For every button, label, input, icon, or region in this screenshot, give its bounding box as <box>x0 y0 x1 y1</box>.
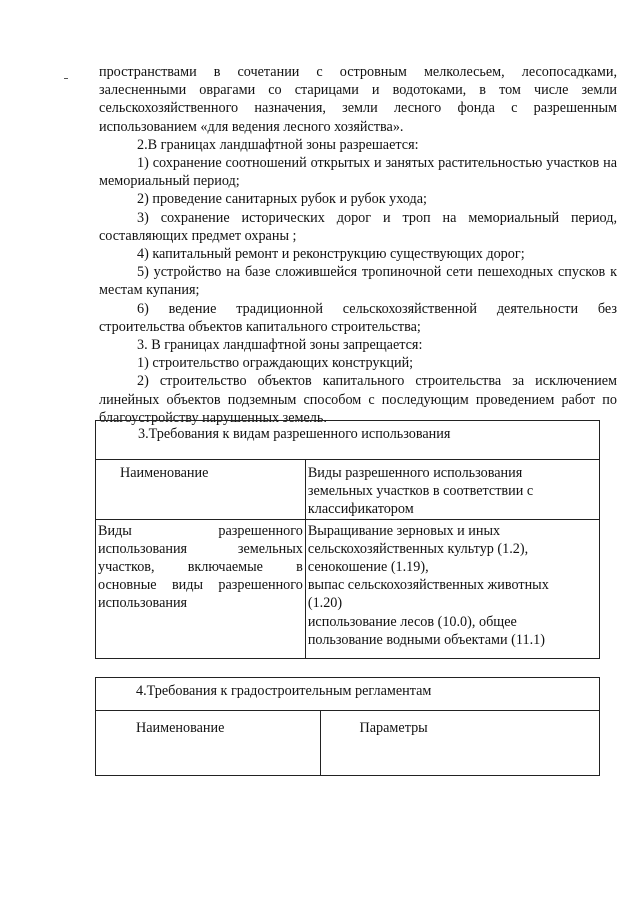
paragraph-allowed-4: 4) капитальный ремонт и реконструкцию существующих дорог; <box>137 246 525 263</box>
paragraph-allowed-1: 1) сохранение соотношений открытых и занятых растительностью участков на мемориальный период; <box>99 155 617 190</box>
row-name-cell <box>96 519 306 658</box>
cell-line: выпас сельскохозяйственных животных <box>307 577 549 594</box>
cell-line: (1.20) <box>307 595 343 612</box>
column-header-use-types <box>305 460 599 520</box>
cell-line: участков, включаемые в <box>98 559 303 576</box>
column-header-parameters: Параметры <box>321 711 600 776</box>
cell-line: пользование водными объектами (11.1) <box>307 631 545 648</box>
paragraph-forbidden-heading: 3. В границах ландшафтной зоны запрещается: <box>137 337 423 354</box>
cell-line: использование лесов (10.0), общее <box>307 613 517 630</box>
column-header-name: Наименование <box>96 460 306 520</box>
cell-line: использования земельных <box>98 540 303 557</box>
row-value-cell <box>305 519 599 658</box>
paragraph-allowed-2: 2) проведение санитарных рубок и рубок ухода; <box>137 191 427 208</box>
body-text <box>99 63 617 427</box>
header-line: классификатором <box>307 501 414 518</box>
paragraph-continuation: пространствами в сочетании с островным мелколесьем, лесопосадками, залесненными оврагами со старицами и водотоками, в том числе земли сельскохозяйственного назначения, земли лесного фонда с разрешенным использованием «для ведения лесного хозяйства». <box>99 64 617 135</box>
permitted-use-table-title: 3.Требования к видам разрешенного использования <box>96 421 600 460</box>
scan-mark <box>64 78 68 79</box>
cell-line: сенокошение (1.19), <box>307 559 429 576</box>
cell-line: Выращивание зерновых и иных <box>307 522 501 539</box>
cell-line: сельскохозяйственных культур (1.2), <box>307 540 529 557</box>
paragraph-allowed-6: 6) ведение традиционной сельскохозяйственной деятельности без строительства объектов капитального строительства; <box>99 300 617 335</box>
paragraph-allowed-heading: 2.В границах ландшафтной зоны разрешается: <box>137 136 419 153</box>
paragraph-forbidden-1: 1) строительство ограждающих конструкций; <box>137 355 414 372</box>
cell-line: использования <box>98 595 188 612</box>
permitted-use-table <box>95 420 600 659</box>
paragraph-allowed-3: 3) сохранение исторических дорог и троп на мемориальный период, составляющих предмет охраны ; <box>99 209 617 244</box>
cell-line: основные виды разрешенного <box>98 577 303 594</box>
regulations-table <box>95 677 600 776</box>
paragraph-allowed-5: 5) устройство на базе сложившейся тропиночной сети пешеходных спусков к местам купания; <box>99 264 617 299</box>
header-line: Виды разрешенного использования <box>307 465 523 481</box>
paragraph-forbidden-2: 2) строительство объектов капитального строительства за исключением линейных объектов подземным способом с последующим проведением работ по благоустройству нарушенных земель. <box>99 373 617 426</box>
cell-line: Виды разрешенного <box>98 522 303 539</box>
header-line: земельных участков в соответствии с <box>307 483 534 500</box>
regulations-table-title: 4.Требования к градостроительным регламентам <box>96 678 600 711</box>
column-header-name: Наименование <box>96 711 321 776</box>
